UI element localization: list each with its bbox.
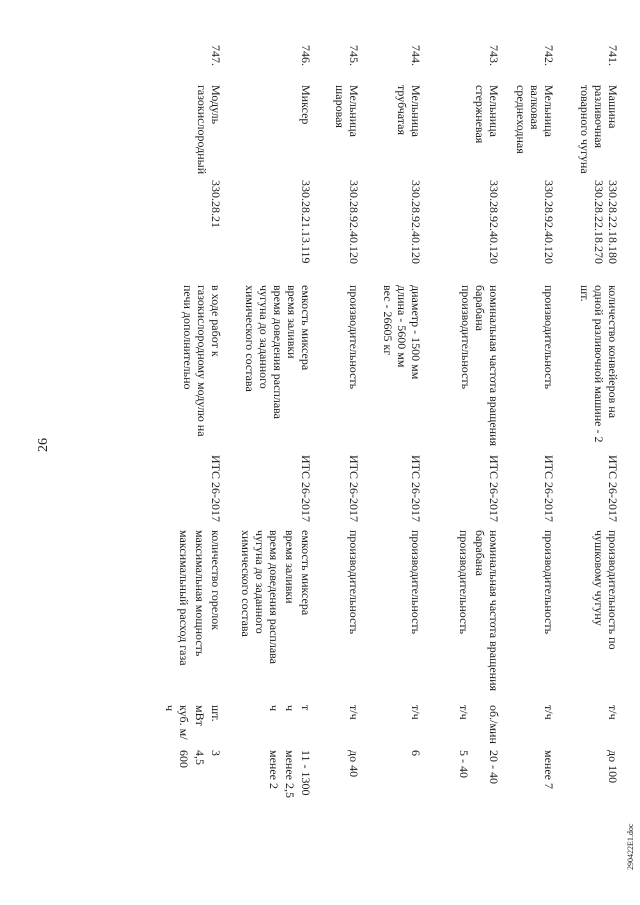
reference-document: ИТС 26-2017 <box>606 455 620 522</box>
parameter-description: номинальная частота вращения барабана производительность <box>459 285 501 447</box>
table-row <box>120 45 223 860</box>
parameter-value: 20 - 40 <box>487 750 501 784</box>
parameter-value: 6 <box>409 750 423 756</box>
parameter-name: производительность <box>347 530 361 635</box>
parameter-unit: т/ч <box>347 705 361 720</box>
parameter-item <box>347 530 361 860</box>
parameter-description: в ходе работ к газокислородному модулю на печи дополнительно <box>181 285 223 437</box>
parameter-description: производительность <box>542 285 556 390</box>
parameter-list <box>120 530 223 860</box>
parameter-name: номинальная частота вращения барабана <box>473 530 501 692</box>
parameter-value: менее 7 <box>542 750 556 789</box>
parameter-name: максимальный расход газа <box>177 530 191 666</box>
row-number: 745. <box>347 45 361 66</box>
table-row <box>423 45 501 860</box>
reference-document: ИТС 26-2017 <box>347 455 361 522</box>
parameter-item <box>209 530 223 860</box>
equipment-name: Мельница шаровая <box>333 85 361 137</box>
row-number: 744. <box>409 45 423 66</box>
parameter-value: 11 - 1300 <box>299 750 313 796</box>
parameter-name: производительность <box>457 530 471 635</box>
parameter-list <box>423 530 501 860</box>
parameter-unit: ч <box>267 705 281 712</box>
equipment-name: Мельница трубчатая <box>395 85 423 137</box>
row-number: 747. <box>209 45 223 66</box>
parameter-name: производительность <box>409 530 423 635</box>
parameter-item <box>542 530 556 860</box>
table-row <box>556 45 620 860</box>
parameter-item <box>457 530 471 860</box>
parameter-value: 3 <box>209 750 223 756</box>
parameter-name: емкость миксера <box>299 530 313 616</box>
parameter-unit: об./мин <box>487 705 501 744</box>
parameter-item <box>239 530 281 860</box>
parameter-description: производительность <box>347 285 361 390</box>
equipment-name: Мельница валковая среднеходная <box>514 85 556 154</box>
parameter-unit: т/ч <box>542 705 556 720</box>
row-number: 746. <box>299 45 313 66</box>
reference-document: ИТС 26-2017 <box>299 455 313 522</box>
okpd-code: 330.28.92.40.120 <box>487 180 501 264</box>
table-row <box>313 45 361 860</box>
okpd-code: 330.28.92.40.120 <box>347 180 361 264</box>
parameter-list <box>313 530 361 860</box>
parameter-item <box>193 530 207 860</box>
reference-document: ИТС 26-2017 <box>209 455 223 522</box>
parameter-description: количество конвейеров на одной разливочной машине - 2 шт. <box>578 285 620 443</box>
parameter-unit: мВт <box>193 705 207 726</box>
parameter-unit: т/ч <box>606 705 620 720</box>
parameter-unit: т <box>299 705 313 711</box>
okpd-code: 330.28.92.40.120 <box>542 180 556 264</box>
table-row <box>501 45 556 860</box>
equipment-table <box>20 45 620 860</box>
parameter-unit: куб. м/ч <box>163 705 191 740</box>
parameter-name: производительность по чушковому чугуну <box>592 530 620 650</box>
parameter-list <box>556 530 620 860</box>
footer-filename: 290422E1.doc <box>626 823 635 870</box>
equipment-name: Машина разливочная товарного чугуна <box>578 85 620 174</box>
parameter-value: менее 2,5 <box>283 750 297 798</box>
parameter-description: емкость миксера время заливки время доведения расплава чугуна до заданного химического состава <box>243 285 313 419</box>
parameter-value: до 100 <box>606 750 620 784</box>
parameter-name: количество горелок <box>209 530 223 631</box>
parameter-description: диаметр - 1500 мм длина - 5600 мм вес - 26605 кг <box>381 285 423 380</box>
row-number: 741. <box>606 45 620 66</box>
okpd-code: 330.28.22.18.180 330.28.22.18.270 <box>592 180 620 264</box>
parameter-name: производительность <box>542 530 556 635</box>
equipment-name: Миксер <box>299 85 313 125</box>
parameter-unit: т/ч <box>457 705 471 720</box>
parameter-name: время заливки <box>283 530 297 604</box>
parameter-item <box>473 530 501 860</box>
parameter-unit: т/ч <box>409 705 423 720</box>
parameter-list <box>501 530 556 860</box>
parameter-unit: шт. <box>209 705 223 722</box>
page-number: 26 <box>36 438 51 452</box>
reference-document: ИТС 26-2017 <box>542 455 556 522</box>
table-row <box>223 45 313 860</box>
parameter-item <box>283 530 297 860</box>
parameter-item <box>299 530 313 860</box>
row-number: 743. <box>487 45 501 66</box>
equipment-name: Мельница стержневая <box>473 85 501 144</box>
parameter-list <box>223 530 313 860</box>
parameter-value: 5 - 40 <box>457 750 471 778</box>
parameter-value: до 40 <box>347 750 361 778</box>
row-number: 742. <box>542 45 556 66</box>
parameter-value: 600 <box>177 750 191 768</box>
parameter-item <box>409 530 423 860</box>
reference-document: ИТС 26-2017 <box>409 455 423 522</box>
reference-document: ИТС 26-2017 <box>487 455 501 522</box>
parameter-item <box>163 530 191 860</box>
parameter-name: время доведения расплава чугуна до заданного химического состава <box>239 530 281 664</box>
table-row <box>361 45 423 860</box>
parameter-name: максимальная мощность <box>193 530 207 657</box>
parameter-list <box>361 530 423 860</box>
parameter-item <box>592 530 620 860</box>
parameter-value: 4,5 <box>193 750 207 765</box>
parameter-value: менее 2 <box>267 750 281 789</box>
equipment-name: Модуль газокислородный <box>195 85 223 175</box>
okpd-code: 330.28.92.40.120 <box>409 180 423 264</box>
okpd-code: 330.28.21 <box>209 180 223 228</box>
okpd-code: 330.28.21.13.119 <box>299 180 313 264</box>
parameter-unit: ч <box>283 705 297 712</box>
